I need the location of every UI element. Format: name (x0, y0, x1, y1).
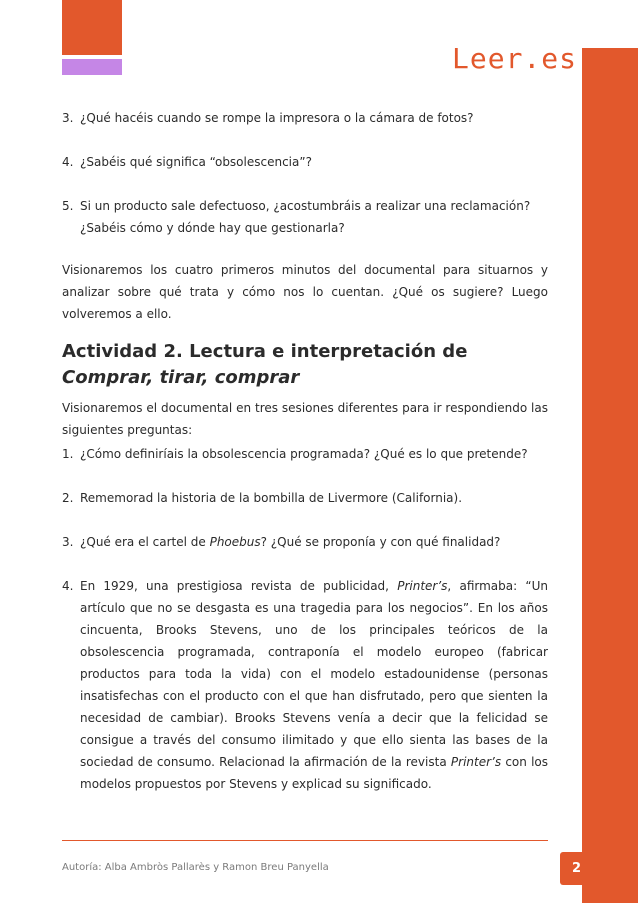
footer-authors: Autoría: Alba Ambròs Pallarès y Ramon Breu Panyella (62, 862, 329, 873)
question-b1: 1. ¿Cómo definiríais la obsolescencia programada? ¿Qué es lo que pretende? (62, 447, 528, 461)
question-a4: 4. ¿Sabéis qué significa “obsolescencia”? (62, 155, 312, 169)
page-number-badge: 2 (560, 852, 593, 885)
question-b3: 3. ¿Qué era el cartel de Phoebus? ¿Qué se proponía y con qué finalidad? (62, 535, 501, 549)
activity-paragraph: Visionaremos el documental en tres sesiones diferentes para ir respondiendo las siguientes preguntas: (62, 401, 548, 437)
question-a3: 3. ¿Qué hacéis cuando se rompe la impresora o la cámara de fotos? (62, 111, 474, 125)
leer-es-logo: Leer.es (452, 42, 578, 75)
intro-paragraph: Visionaremos los cuatro primeros minutos del documental para situarnos y analizar sobre qué trata y cómo nos lo cuentan. ¿Qué os sugiere? Luego volveremos a ello. (62, 263, 548, 321)
header-orange-block (62, 0, 122, 55)
question-a5: 5. Si un producto sale defectuoso, ¿acostumbráis a realizar una reclamación? ¿Sabéis cómo y dónde hay que gestionarla? (62, 199, 531, 235)
footer-divider (62, 840, 548, 841)
activity-heading: Actividad 2. Lectura e interpretación de Comprar, tirar, comprar (62, 341, 468, 388)
question-b4: 4. En 1929, una prestigiosa revista de publicidad, Printer’s, afirmaba: “Un artículo que no se desgasta es una tragedia para los negocios”. En los años cincuenta, Brooks Stevens, uno de los principales teóricos de la obsolescencia programada, contraponía el modelo europeo (fabricar productos para toda la vida) con el modelo estadounidense (personas insatisfechas con el producto con el que han disfrutado, pero que sienten la necesidad de cambiar). Brooks Stevens venía a decir que la felicidad se consigue a través del consumo ilimitado y que ello sienta las bases de la sociedad de consumo. Relacionad la afirmación de la revista Printer’s con los modelos propuestos por Stevens y explicad su significado. (62, 579, 549, 791)
question-b2: 2. Rememorad la historia de la bombilla de Livermore (California). (62, 491, 463, 505)
page-content (62, 97, 548, 795)
header-lilac-block (62, 59, 122, 75)
right-accent-bar (582, 48, 638, 903)
